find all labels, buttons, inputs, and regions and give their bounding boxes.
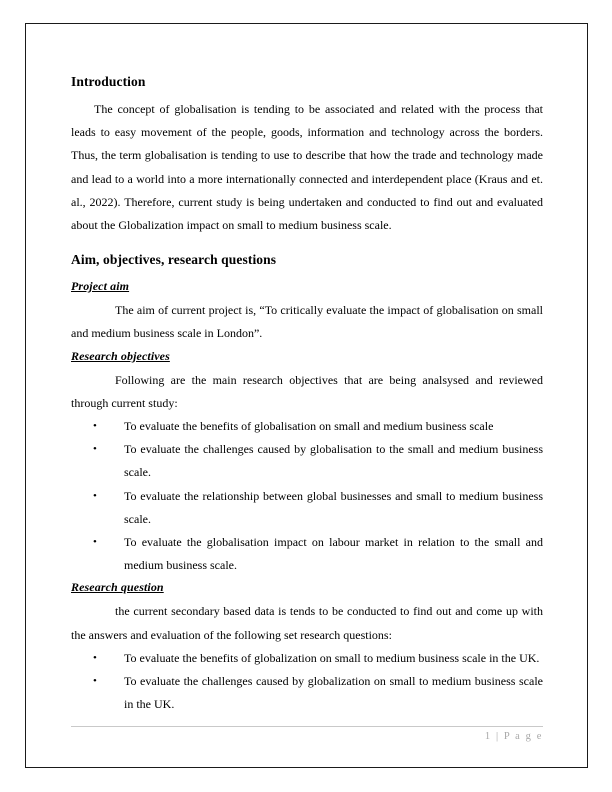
research-question-paragraph: the current secondary based data is tends to be conducted to find out and come up with the answers and evaluation of the following set research questions: [71, 604, 543, 642]
research-questions-list [71, 647, 543, 717]
sub-heading-research-objectives: Research objectives [71, 348, 170, 363]
page-number-label: 1 | P a g e [484, 731, 543, 742]
bullet-point-icon: • [93, 536, 97, 549]
section-heading-introduction: Introduction [71, 74, 146, 89]
list-item-text: To evaluate the challenges caused by globalisation to the small and medium business scale. [124, 442, 543, 480]
page-footer [71, 726, 543, 745]
list-item-text: To evaluate the benefits of globalisation on small and medium business scale [124, 419, 494, 434]
page-border-frame [25, 23, 588, 768]
list-item-text: To evaluate the globalisation impact on labour market in relation to the small and medium business scale. [124, 535, 543, 573]
bullet-point-icon: • [93, 675, 97, 688]
list-item [71, 438, 543, 484]
bullet-point-icon: • [93, 489, 97, 502]
bullet-point-icon: • [93, 443, 97, 456]
research-objectives-paragraph: Following are the main research objectives that are being analsysed and reviewed through current study: [71, 372, 543, 410]
sub-heading-project-aim: Project aim [71, 279, 130, 294]
list-item [71, 485, 543, 531]
footer-divider [71, 726, 543, 727]
list-item [71, 670, 543, 716]
list-item [71, 647, 543, 670]
bullet-point-icon: • [93, 651, 97, 664]
list-item [71, 531, 543, 577]
introduction-paragraph: The concept of globalisation is tending to be associated and related with the process that leads to easy movement of the people, goods, information and technology across the borders. Thus, the term globalisation is tending to use to describe that how the trade and technology made and lead to a world into a more internationally connected and interdependent place (Kraus and et. al., 2022). Therefore, current study is being undertaken and conducted to find out and evaluated about the Globalization impact on small to medium business scale. [71, 102, 543, 233]
list-item [71, 415, 543, 438]
section-heading-aim-objectives: Aim, objectives, research questions [71, 252, 277, 268]
bullet-point-icon: • [93, 420, 97, 433]
document-content [71, 72, 543, 716]
list-item-text: To evaluate the challenges caused by globalization on small to medium business scale in the UK. [124, 674, 543, 712]
list-item-text: To evaluate the relationship between global businesses and small to medium business scale. [124, 488, 543, 526]
list-item-text: To evaluate the benefits of globalization on small to medium business scale in the UK. [124, 650, 540, 665]
project-aim-paragraph: The aim of current project is, “To critically evaluate the impact of globalisation on small and medium business scale in London”. [71, 303, 543, 341]
sub-heading-research-question: Research question [71, 580, 164, 595]
research-objectives-list [71, 415, 543, 577]
